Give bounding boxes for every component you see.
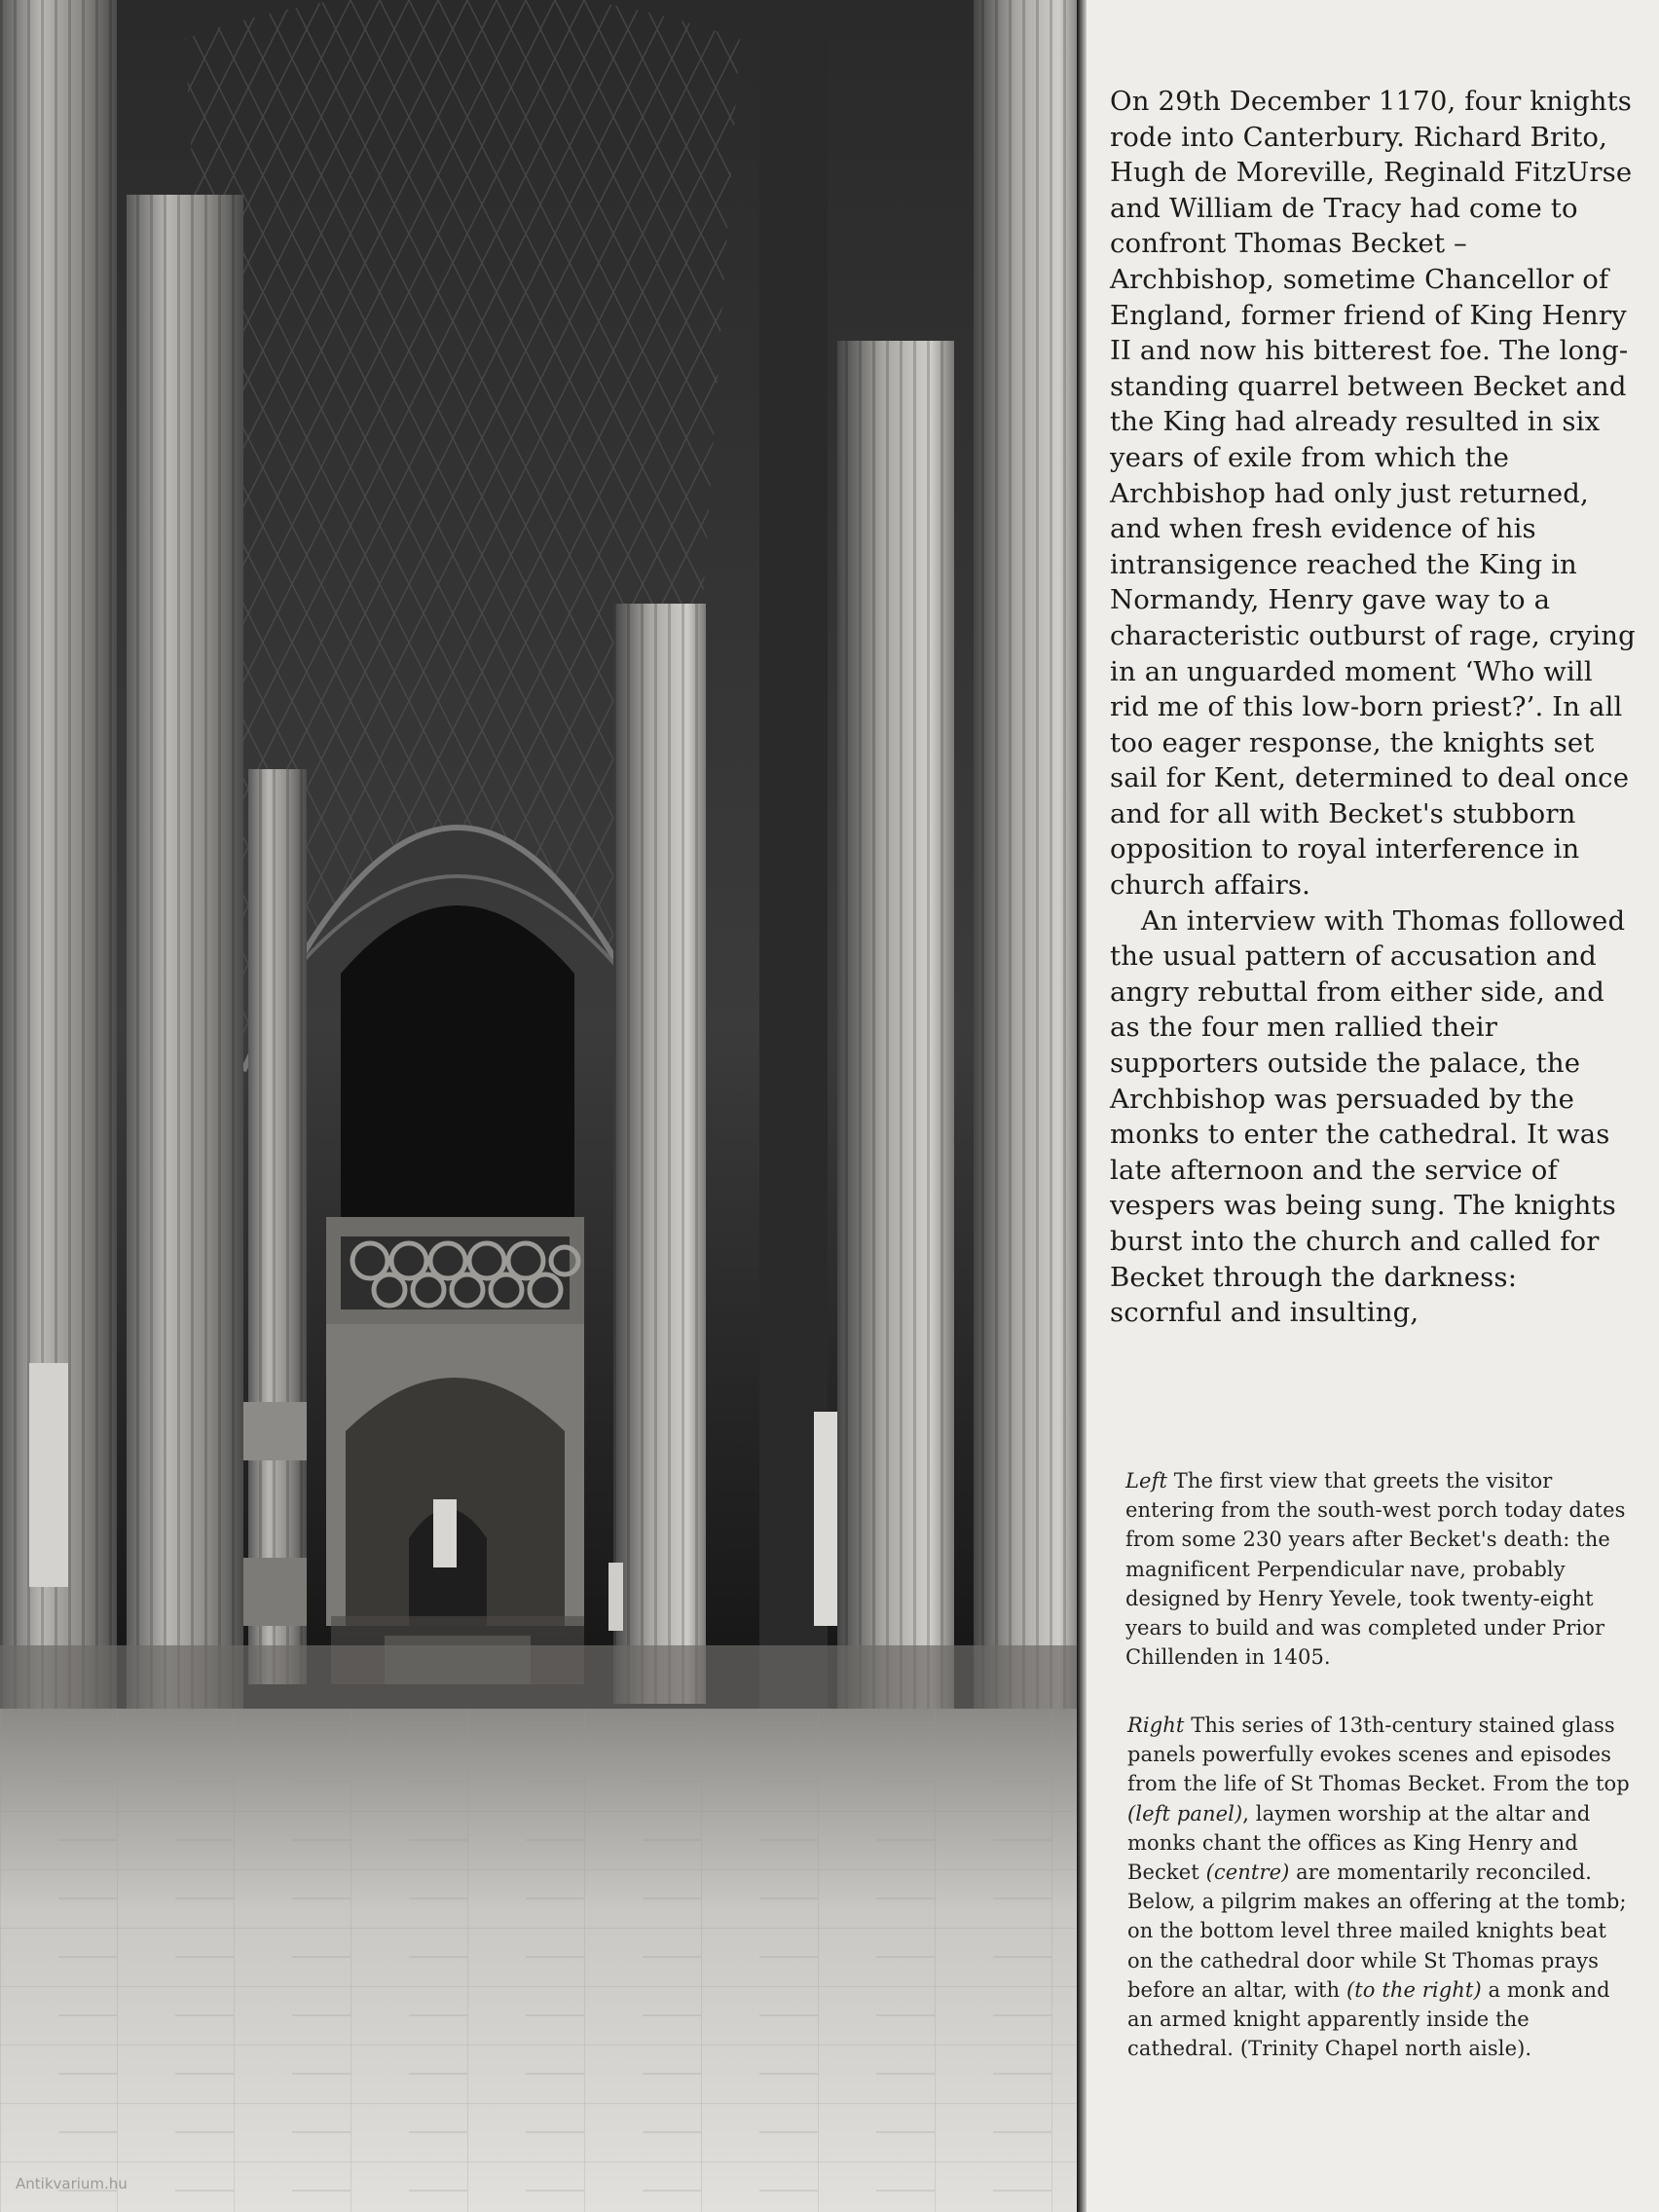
watermark: Antikvarium.hu xyxy=(16,2175,128,2193)
caption-right-text-4: a monk and an armed knight apparently inside the cathedral. (Trinity Chapel north aisle). xyxy=(1127,1977,1610,2061)
caption-right-text-1: This series of 13th-century stained glass panels powerfully evokes scenes and episodes from the life of St Thomas Becket. From the top xyxy=(1127,1714,1630,1796)
caption-left xyxy=(1125,1466,1632,1672)
caption-right-italic-2: (centre) xyxy=(1205,1861,1290,1885)
caption-right-italic-3: (to the right) xyxy=(1346,1977,1482,2002)
body-paragraph-2: An interview with Thomas followed the usual pattern of accusation and angry rebuttal from either side, and as the four men rallied their supporters outside the palace, the Archbishop was persuaded by the monks to enter the cathedral. It was late afternoon and the service of vespers was being sung. The knights burst into the church and called for Becket through the darkness: scornful and insulting, xyxy=(1110,904,1626,1329)
caption-right-lead: Right xyxy=(1127,1714,1185,1737)
caption-left-text: The first view that greets the visitor entering from the south-west porch today dates from some 230 years after Becket's death: the magnificent Perpendicular nave, probably designed by Henry Yevele, took twenty-eight years to build and was completed under Prior Chillenden in 1405. xyxy=(1125,1469,1626,1670)
caption-right-italic-1: (left panel) xyxy=(1127,1801,1243,1825)
caption-right-text-2: , laymen worship at the altar and monks chant the offices as King Henry and Becket xyxy=(1127,1801,1591,1885)
caption-left-lead: Left xyxy=(1125,1469,1167,1493)
caption-right xyxy=(1127,1711,1634,2063)
body-paragraph-1: On 29th December 1170, four knights rode into Canterbury. Richard Brito, Hugh de Moreville, Reginald FitzUrse and William de Tracy had come to confront Thomas Becket – Archbishop, sometime Chancellor of England, former friend of King Henry II and now his bitterest foe. The long-standing quarrel between Becket and the King had already resulted in six years of exile from which the Archbishop had only just returned, and when fresh evidence of his intransigence reached the King in Normandy, Henry gave way to a characteristic outburst of rage, crying in an unguarded moment ‘Who will rid me of this low-born priest?’. In all too eager response, the knights set sail for Kent, determined to deal once and for all with Becket's stubborn opposition to royal interference in church affairs. xyxy=(1110,86,1636,902)
page-gutter xyxy=(1077,0,1087,2212)
caption-right-text-3: are momentarily reconciled. Below, a pilgrim makes an offering at the tomb; on the bottom level three mailed knights beat on the cathedral door while St Thomas prays before an altar, with xyxy=(1127,1861,1627,2002)
body-text-column xyxy=(1110,84,1636,1331)
body-text xyxy=(1110,84,1636,1331)
